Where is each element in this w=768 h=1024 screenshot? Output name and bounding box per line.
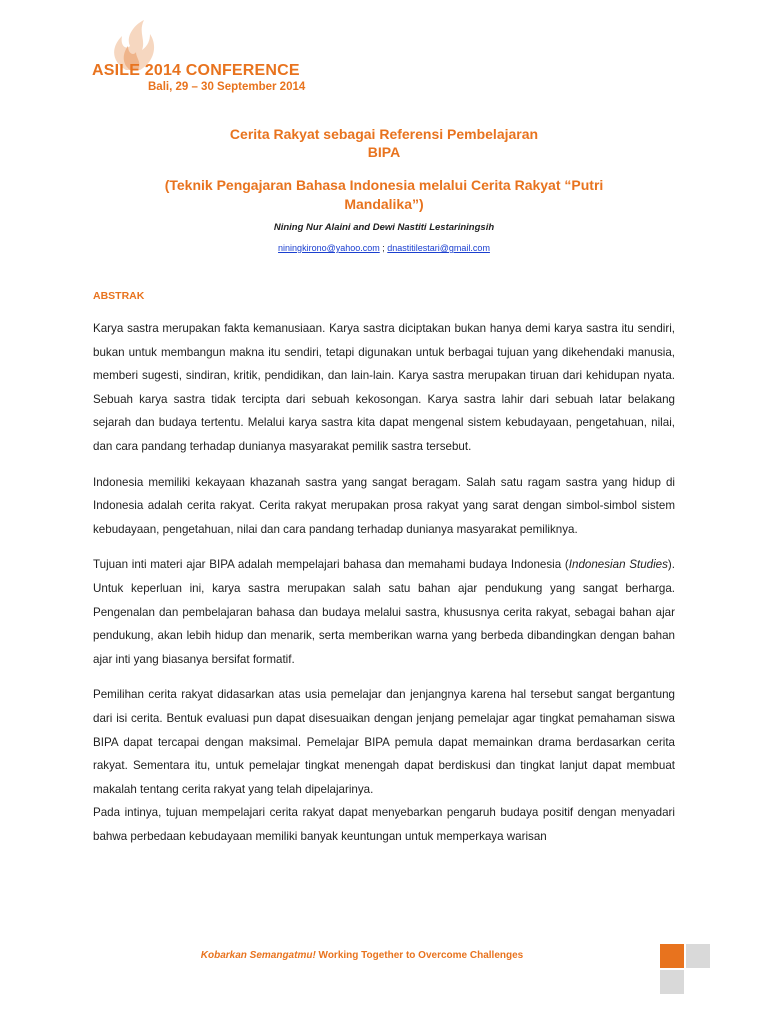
footer-slogan-italic: Kobarkan Semangatmu! — [200, 950, 316, 961]
paragraph-2: Indonesia memiliki kekayaan khazanah sastra yang sangat beragam. Salah satu ragam sastra yang hidup di Indonesia adalah cerita rakyat. Cerita rakyat merupakan prosa rakyat yang sarat dengan simbol-simbol sistem kebudayaan, pengetahuan, nilai dan cara pandang terhadap dunianya masyarakat pemiliknya. — [93, 475, 675, 536]
abstract-body — [93, 317, 675, 848]
paragraph-3-end: ). Untuk keperluan ini, karya sastra merupakan salah satu bahan ajar pendukung yang sangat berharga. Pengenalan dan pembelajaran bahasa dan budaya melalui sastra, khususnya cerita rakyat, sebagai bahan ajar pendukung, akan lebih hidup dan menarik, serta memberikan warna yang berbeda dibandingkan dengan bahan ajar inti yang biasanya bersifat formatif. — [93, 558, 676, 666]
paper-subtitle — [92, 176, 676, 214]
paragraph-3-start: Tujuan inti materi ajar BIPA adalah mempelajari bahasa dan memahami budaya Indonesia ( — [93, 558, 569, 572]
email-link-1[interactable]: niningkirono@yahoo.com — [278, 243, 380, 253]
conference-name: ASILE 2014 CONFERENCE — [92, 62, 300, 79]
authors: Nining Nur Alaini and Dewi Nastiti Lestariningsih — [273, 222, 495, 233]
paragraph-4: Pemilihan cerita rakyat didasarkan atas usia pemelajar dan jenjangnya karena hal tersebut sangat bergantung dari isi cerita. Bentuk evaluasi pun dapat disesuaikan dengan jenjang pemelajar agar tingkat pemahaman siswa BIPA dapat tercapai dengan maksimal. Pemelajar BIPA pemula dapat memainkan drama berdasarkan cerita rakyat. Sementara itu, untuk pemelajar tingkat menengah dapat berdiskusi dan tingkat lanjut dapat membuat makalah tentang cerita rakyat yang telah dipelajarinya. — [93, 688, 675, 796]
paragraph-1: Karya sastra merupakan fakta kemanusiaan. Karya sastra diciptakan bukan hanya demi karya sastra itu sendiri, bukan untuk membangun makna itu sendiri, tetapi digunakan untuk berbagai tujuan yang dikehendaki manusia, memberi sugesti, sindiran, kritik, pendidikan, dan lain-lain. Karya sastra merupakan tiruan dari kehidupan nyata. Sebuah karya sastra tidak tercipta dari sebuah kekosongan. Karya sastra lahir dari sebuah latar belakang sejarah dan budaya tertentu. Melalui karya sastra kita dapat mengenal sistem kebudayaan, pengetahuan, nilai, dan cara pandang terhadap dunianya masyarakat pemilik sastra tersebut. — [93, 322, 675, 453]
footer-slogan — [92, 950, 632, 961]
title-line-2: BIPA — [367, 144, 401, 160]
paragraph-5: Pada intinya, tujuan mempelajari cerita rakyat dapat menyebarkan pengaruh budaya positif dengan menyadari bahwa perbedaan kebudayaan memiliki banyak keuntungan untuk memperkaya warisan — [93, 806, 675, 843]
author-emails — [92, 243, 676, 253]
footer-square-grey-bottom — [660, 970, 684, 994]
paragraph-3-italic: Indonesian Studies — [568, 558, 668, 572]
email-link-2[interactable]: dnastitilestari@gmail.com — [387, 243, 490, 253]
paper-title — [92, 125, 676, 161]
subtitle-line-2: Mandalika”) — [344, 196, 424, 212]
footer-slogan-text: Working Together to Overcome Challenges — [315, 950, 524, 961]
email-separator: ; — [379, 243, 388, 253]
abstract-heading: ABSTRAK — [93, 290, 145, 302]
title-line-1: Cerita Rakyat sebagai Referensi Pembelajaran — [229, 126, 539, 142]
subtitle-line-1: (Teknik Pengajaran Bahasa Indonesia melalui Cerita Rakyat “Putri — [164, 177, 604, 193]
conference-dates: Bali, 29 – 30 September 2014 — [148, 81, 306, 93]
footer-square-orange — [660, 944, 684, 968]
paragraph-3 — [93, 553, 675, 671]
footer-square-grey-top — [686, 944, 710, 968]
